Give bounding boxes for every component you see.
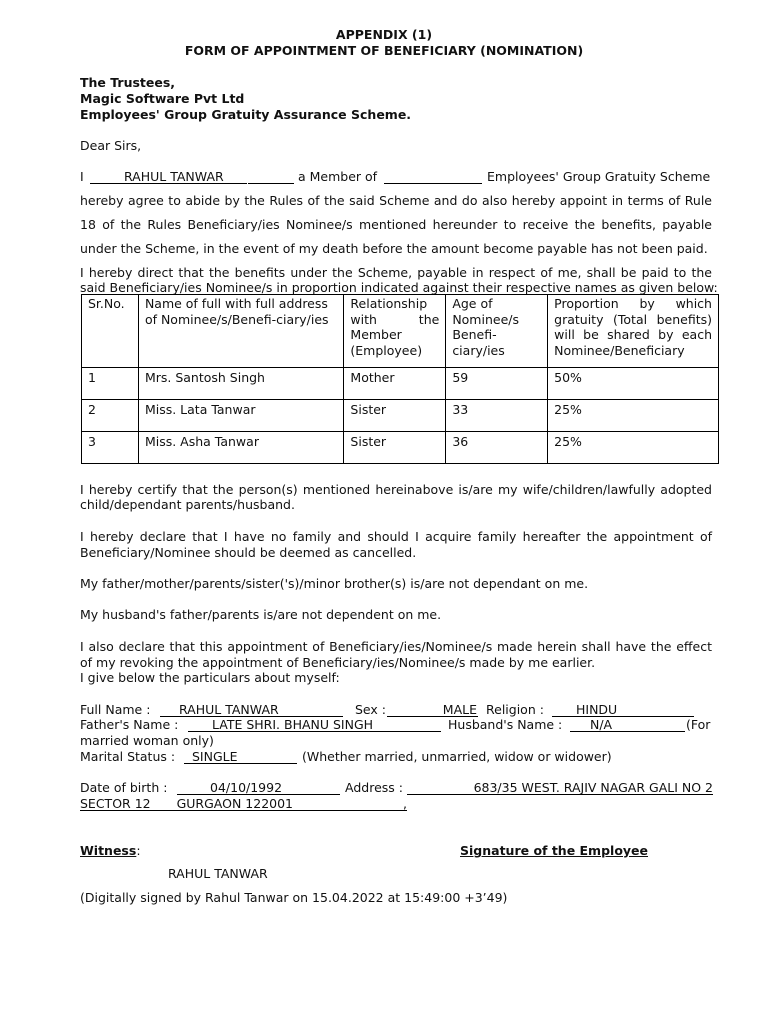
col-header-srno: Sr.No. <box>82 295 139 368</box>
company-blank <box>384 169 482 184</box>
nominee-table-header <box>82 295 719 368</box>
member-name: RAHUL TANWAR <box>124 169 224 184</box>
full-name-label: Full Name : <box>80 702 151 717</box>
intro-line-4: under the Scheme, in the event of my death before the amount become payable has not been paid. <box>80 241 708 256</box>
intro-prefix: I <box>80 169 84 184</box>
address-field-line-2 <box>80 796 407 811</box>
address-line-2b: GURGAON 122001 <box>176 796 294 811</box>
signer-name: RAHUL TANWAR <box>168 866 268 881</box>
cell-relationship: Mother <box>344 368 446 400</box>
witness-heading <box>80 843 141 858</box>
addressee-line-1: The Trustees, <box>80 75 176 90</box>
signature-of-employee-heading: Signature of the Employee <box>460 843 649 858</box>
marital-status-label: Marital Status : <box>80 749 176 764</box>
form-title: FORM OF APPOINTMENT OF BENEFICIARY (NOMINATION) <box>184 43 584 58</box>
religion-field <box>552 702 694 717</box>
col-header-proportion: Proportion by which gratuity (Total benefits) will be shared by each Nominee/Beneficiary <box>548 295 719 368</box>
intro-middle: a Member of <box>298 169 378 184</box>
husband-name-label: Husband's Name : <box>448 717 563 732</box>
addressee-line-3: Employees' Group Gratuity Assurance Scheme. <box>80 107 412 122</box>
salutation: Dear Sirs, <box>80 138 142 153</box>
husband-name-field <box>570 717 685 732</box>
cell-age: 59 <box>446 368 548 400</box>
member-name-field <box>90 169 247 184</box>
full-name-value: RAHUL TANWAR <box>179 702 279 717</box>
marital-status-field <box>184 749 297 764</box>
cell-name: Miss. Asha Tanwar <box>138 432 343 464</box>
father-name-field <box>188 717 441 732</box>
not-dependant-statement: My father/mother/parents/sister('s)/minor brother(s) is/are not dependant on me. <box>80 576 589 591</box>
dob-field <box>177 780 340 795</box>
dob-value: 04/10/1992 <box>210 780 283 795</box>
intro-suffix: Employees' Group Gratuity Scheme <box>487 169 711 184</box>
col-header-age: Age of Nominee/s Benefi- ciary/ies <box>446 295 548 368</box>
husband-note-a: (For <box>686 717 711 732</box>
cell-srno: 2 <box>82 400 139 432</box>
nominee-table <box>81 294 719 464</box>
addressee-line-2: Magic Software Pvt Ltd <box>80 91 245 106</box>
marital-status-note: (Whether married, unmarried, widow or widower) <box>302 749 612 764</box>
cell-proportion: 25% <box>548 400 719 432</box>
intro-line-6: said Beneficiary/ies Nominee/s in proportion indicated against their respective names as given below: <box>80 280 718 295</box>
cell-age: 36 <box>446 432 548 464</box>
address-line-1: 683/35 WEST. RAJIV NAGAR GALI NO 2 <box>473 780 713 795</box>
husband-not-dependent-statement: My husband's father/parents is/are not dependent on me. <box>80 607 442 622</box>
cell-proportion: 25% <box>548 432 719 464</box>
col-header-relationship: Relationship with the Member (Employee) <box>344 295 446 368</box>
cell-relationship: Sister <box>344 432 446 464</box>
certify-line-2: child/dependant parents/husband. <box>80 497 295 512</box>
intro-line-5: I hereby direct that the benefits under the Scheme, payable in respect of me, shall be paid to the <box>80 265 712 280</box>
cell-name: Miss. Lata Tanwar <box>138 400 343 432</box>
member-name-trailing-blank <box>248 169 294 184</box>
witness-colon: : <box>136 843 141 858</box>
marital-status-value: SINGLE <box>192 749 238 764</box>
intro-line-3: 18 of the Rules Beneficiary/ies Nominee/s mentioned hereunder to receive the benefits, payable <box>80 217 712 232</box>
address-line-2a: SECTOR 12 <box>80 796 151 811</box>
no-family-line-2: Beneficiary/Nominee should be deemed as cancelled. <box>80 545 417 560</box>
sex-field <box>387 702 478 717</box>
particulars-intro: I give below the particulars about myself: <box>80 670 340 685</box>
dob-label: Date of birth : <box>80 780 168 795</box>
religion-value: HINDU <box>576 702 618 717</box>
table-row <box>82 368 719 400</box>
cell-proportion: 50% <box>548 368 719 400</box>
religion-label: Religion : <box>486 702 544 717</box>
address-end: , <box>403 796 407 811</box>
cell-srno: 3 <box>82 432 139 464</box>
address-label: Address : <box>345 780 403 795</box>
cell-srno: 1 <box>82 368 139 400</box>
full-name-field <box>160 702 343 717</box>
cell-age: 33 <box>446 400 548 432</box>
revoke-line-2: of my revoking the appointment of Beneficiary/ies/Nominee/s made by me earlier. <box>80 655 596 670</box>
sex-label: Sex : <box>355 702 386 717</box>
address-field-line-1 <box>407 780 713 795</box>
revoke-line-1: I also declare that this appointment of Beneficiary/ies/Nominee/s made herein shall have the effect <box>80 639 712 654</box>
sex-value: MALE <box>442 702 477 717</box>
col-header-name: Name of full with full address of Nominee/s/Benefi-ciary/ies <box>138 295 343 368</box>
cell-relationship: Sister <box>344 400 446 432</box>
table-row <box>82 432 719 464</box>
appendix-heading: APPENDIX (1) <box>335 27 433 42</box>
father-name-value: LATE SHRI. BHANU SINGH <box>212 717 374 732</box>
intro-line-2: hereby agree to abide by the Rules of the said Scheme and do also hereby appoint in terms of Rule <box>80 193 712 208</box>
husband-name-value: N/A <box>590 717 613 732</box>
certify-line-1: I hereby certify that the person(s) mentioned hereinabove is/are my wife/children/lawfully adopted <box>80 482 712 497</box>
husband-note-b: married woman only) <box>80 733 214 748</box>
table-row <box>82 400 719 432</box>
no-family-line-1: I hereby declare that I have no family and should I acquire family hereafter the appointment of <box>80 529 712 544</box>
father-name-label: Father's Name : <box>80 717 179 732</box>
cell-name: Mrs. Santosh Singh <box>138 368 343 400</box>
digital-signature-note: (Digitally signed by Rahul Tanwar on 15.04.2022 at 15:49:00 +3’49) <box>80 890 508 905</box>
witness-label: Witness <box>80 843 137 858</box>
